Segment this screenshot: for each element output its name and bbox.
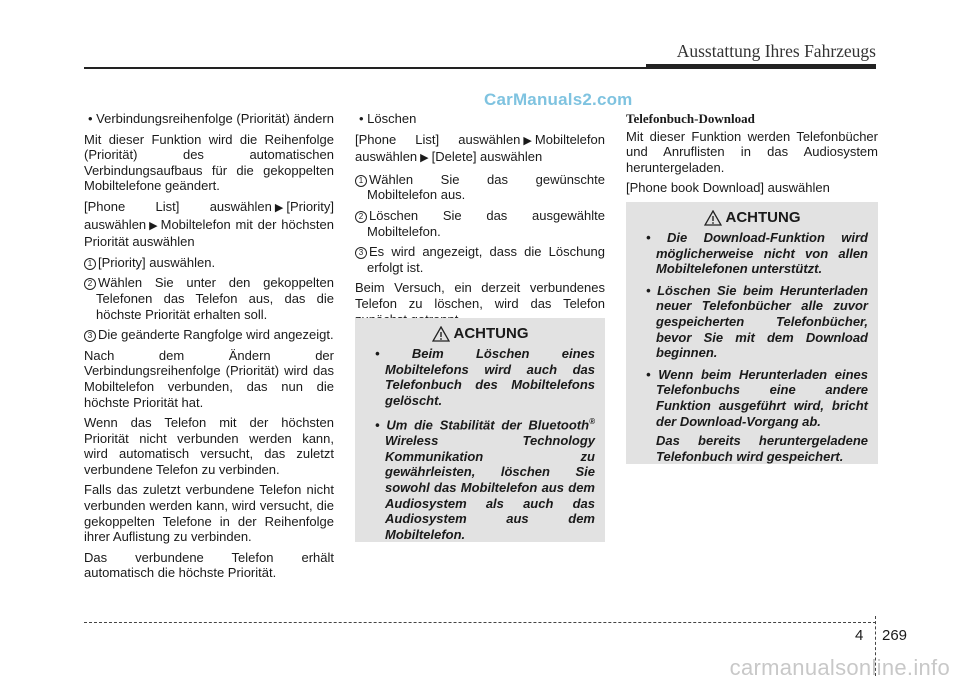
instruction-path: [355, 132, 605, 167]
step-text: Löschen Sie das ausgewählte Mobiltelefon.: [367, 207, 605, 239]
registered-mark: ®: [589, 417, 595, 427]
warning-triangle-icon: [432, 326, 450, 342]
step-text: Wählen Sie unter den gekoppelten Telefonen das Telefon aus, das die höchste Priorität erhalten soll.: [96, 275, 334, 322]
paragraph: Wenn das Telefon mit der höchsten Priorität nicht verbunden werden kann, wird automatisch versucht, das zuletzt verbundene Telefon zu verbinden.: [84, 415, 334, 477]
step-number-icon: 3: [355, 247, 367, 259]
caution-title: [365, 326, 595, 342]
step-text: Es wird angezeigt, dass die Löschung erfolgt ist.: [367, 244, 605, 275]
caution-item-text: Wireless Technology Kommunikation zu gewährleisten, löschen Sie sowohl das Mobiltelefon aus dem Audiosystem als auch das Audiosystem aus dem Mobiltelefon.: [385, 433, 595, 542]
paragraph: [Phone book Download] auswählen: [626, 180, 830, 196]
arrow-right-icon: ▶: [523, 134, 532, 147]
caution-item-continuation: Das bereits heruntergeladene Telefonbuch wird gespeichert.: [656, 433, 868, 464]
caution-item: • Um die Stabilität der Bluetooth® Wireless Technology Kommunikation zu gewährleisten, löschen Sie sowohl das Mobiltelefon aus dem Audiosystem als auch das Audiosystem aus dem Mobiltelefon.: [375, 417, 595, 542]
step-number-icon: 2: [84, 278, 96, 290]
chapter-number: 4: [855, 627, 864, 644]
caution-item-text: Löschen Sie beim Herunterladen neuer Telefonbücher alle zuvor gespeicherten Telefonbücher, bevor Sie mit dem Download beginnen.: [656, 282, 868, 361]
footer-rule: [84, 622, 876, 623]
caution-title-text: ACHTUNG: [725, 209, 801, 227]
paragraph: Mit dieser Funktion werden Telefonbücher und Anruflisten in das Audiosystem heruntergeladen.: [626, 128, 878, 175]
paragraph: Mit dieser Funktion wird die Reihenfolge (Priorität) des automatischen Verbindungsaufbaus für die gekoppelten Mobiltelefone geändert.: [84, 131, 334, 194]
step-text: [Priority] auswählen.: [98, 254, 216, 270]
path-step: Mobiltelefon auswählen: [355, 131, 605, 165]
path-step: [Priority] auswählen: [84, 198, 334, 232]
paragraph: Das verbundene Telefon erhält automatisch die höchste Priorität.: [84, 549, 334, 581]
step-item: [84, 255, 334, 271]
step-item: [84, 327, 334, 343]
header-rule-accent: [646, 64, 876, 69]
step-number-icon: 3: [84, 330, 96, 342]
step-text: Wählen Sie das gewünschte Mobiltelefon aus.: [367, 171, 605, 203]
column-1: [84, 111, 334, 586]
caution-item: • Wenn beim Herunterladen eines Telefonbuchs eine andere Funktion ausgeführt wird, bricht der Download-Vorgang ab.: [646, 366, 868, 429]
arrow-right-icon: ▶: [274, 201, 284, 214]
step-item: [84, 275, 334, 322]
column-2: [355, 111, 605, 332]
caution-box: [626, 202, 878, 464]
caution-item: • Beim Löschen eines Mobiltelefons wird auch das Telefonbuch des Mobiltelefons gelöscht.: [375, 346, 595, 408]
page-number: 269: [882, 627, 908, 644]
warning-triangle-icon: [704, 210, 722, 226]
step-number-icon: 1: [84, 258, 96, 270]
step-item: [355, 172, 605, 203]
paragraph: Falls das zuletzt verbundene Telefon nicht verbunden werden kann, wird versucht, die gekoppelten Telefone in der Reihenfolge ihrer Auflistung zu verbinden.: [84, 482, 334, 545]
step-text: Die geänderte Rangfolge wird angezeigt.: [98, 327, 334, 343]
arrow-right-icon: ▶: [149, 219, 158, 232]
step-number-icon: 1: [355, 175, 367, 187]
section-heading: Telefonbuch-Download: [626, 111, 755, 126]
paragraph: Beim Versuch, ein derzeit verbundenes Telefon zu löschen, wird das Telefon: [355, 280, 605, 311]
instruction-path: [84, 199, 334, 250]
bullet-heading: • Verbindungsreihenfolge (Priorität) ändern: [88, 111, 334, 126]
watermark-top: CarManuals2.com: [484, 90, 633, 109]
running-header: Ausstattung Ihres Fahrzeugs: [676, 41, 876, 61]
caution-title-text: ACHTUNG: [453, 325, 529, 343]
caution-item: • Die Download-Funktion wird möglicherweise nicht von allen Mobiltelefonen unterstützt.: [646, 230, 868, 277]
caution-title: [636, 210, 868, 226]
column-3: [626, 111, 878, 201]
path-step: [Delete] auswählen: [431, 149, 543, 165]
bullet-text: Löschen: [367, 111, 417, 126]
bullet-text: Verbindungsreihenfolge (Priorität) ändern: [96, 111, 334, 126]
caution-item: • Löschen Sie beim Herunterladen neuer Telefonbücher alle zuvor gespeicherten Telefonbücher, bevor Sie mit dem Download beginnen.: [646, 282, 868, 361]
paragraph: Nach dem Ändern der Verbindungsreihenfolge (Priorität) wird das Mobiltelefon verbunden, das nun die höchste Priorität hat.: [84, 347, 334, 410]
caution-item-text: Um die Stabilität der Bluetooth: [386, 417, 590, 433]
bullet-heading: • Löschen: [359, 111, 417, 126]
caution-item-text: Die Download-Funktion wird möglicherweise nicht von allen Mobiltelefonen unterstützt.: [656, 230, 868, 277]
step-item: [355, 244, 605, 275]
arrow-right-icon: ▶: [420, 152, 429, 165]
step-item: [355, 208, 605, 239]
path-step: [Phone List] auswählen: [84, 198, 272, 214]
path-step: Mobiltelefon mit der höchsten Priorität auswählen: [84, 216, 334, 250]
step-number-icon: 2: [355, 211, 367, 223]
caution-box: [355, 318, 605, 542]
watermark-bottom: carmanualsonline.info: [729, 655, 950, 680]
caution-item-text: Wenn beim Herunterladen eines Telefonbuchs eine andere Funktion ausgeführt wird, bricht der Download-Vorgang ab.: [656, 366, 868, 429]
path-step: [Phone List] auswählen: [355, 131, 521, 147]
caution-item-text: Beim Löschen eines Mobiltelefons wird auch das Telefonbuch des Mobiltelefons gelöscht.: [385, 346, 595, 408]
